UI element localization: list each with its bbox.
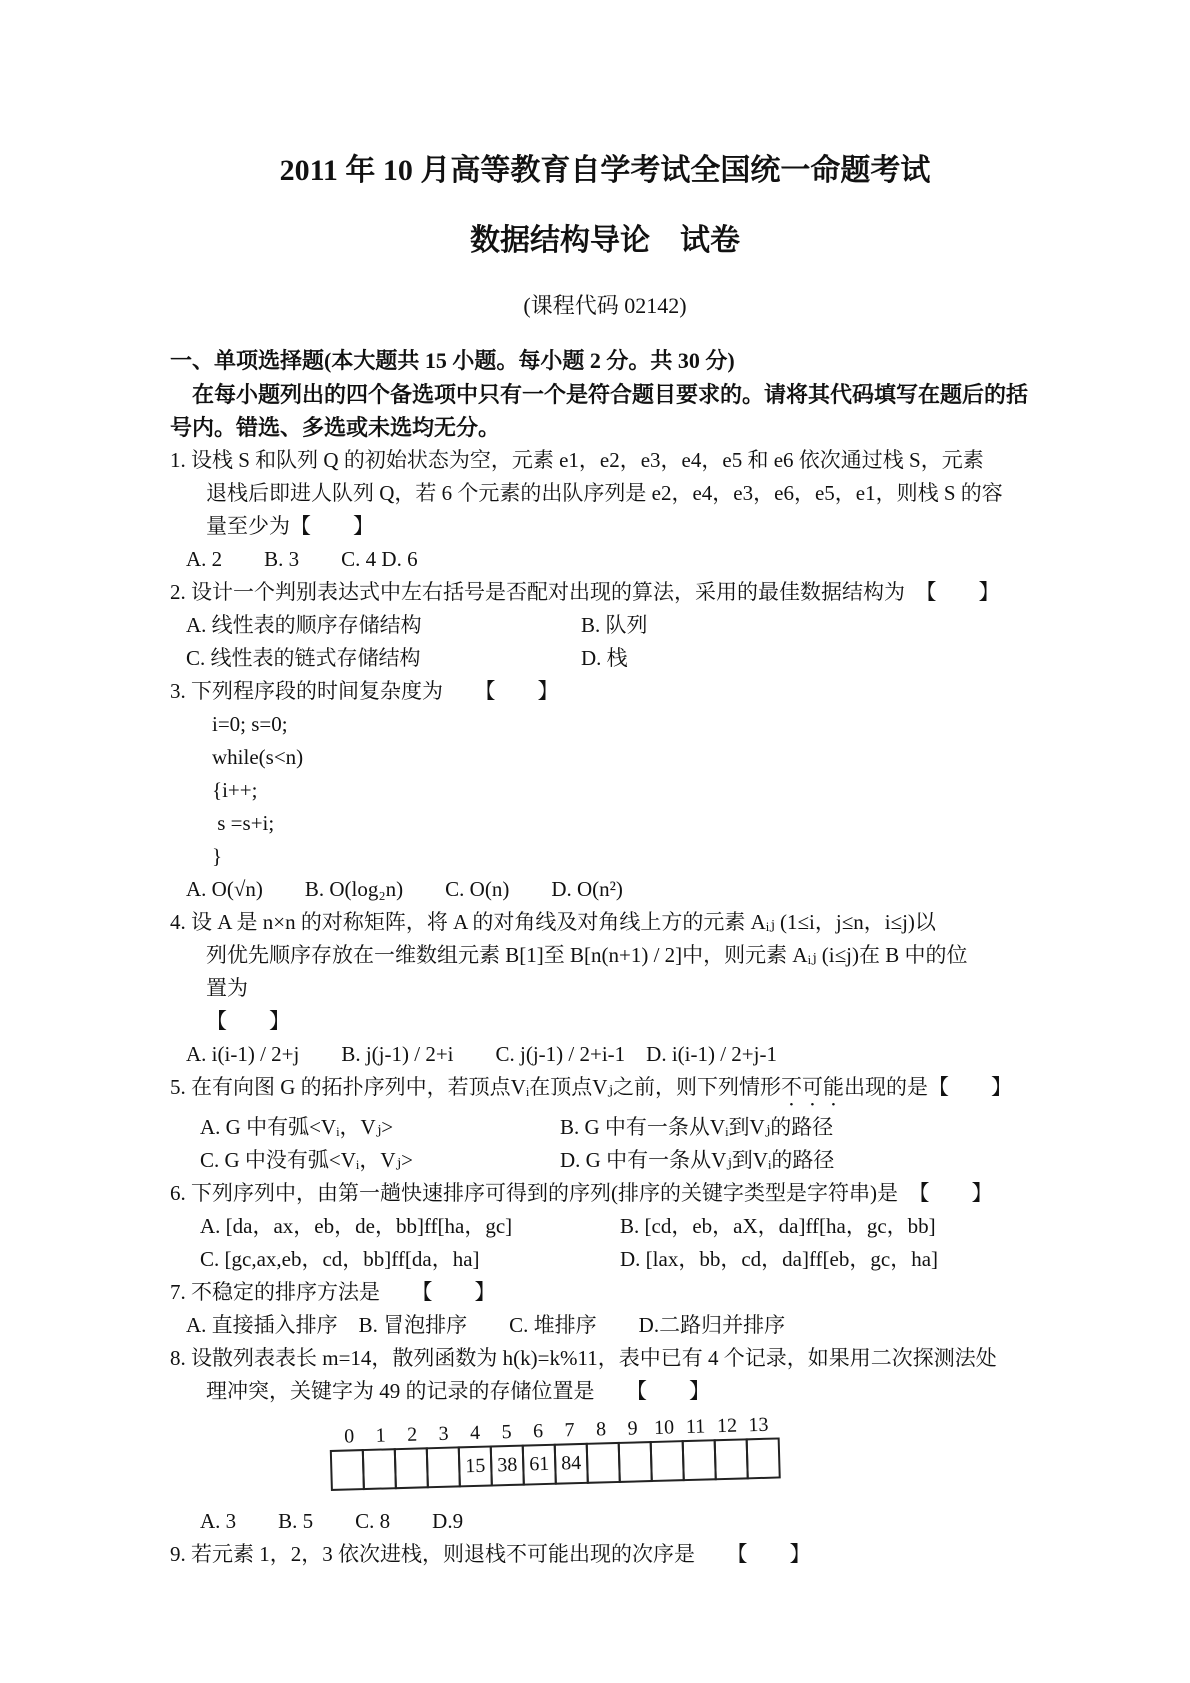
question-5-stem-pre: 5. 在有向图 G 的拓扑序列中，若顶点Vᵢ在顶点Vⱼ之前，则下列情形 bbox=[170, 1075, 781, 1099]
question-5-options-row-2 bbox=[170, 1144, 1040, 1177]
question-4-answer-brackets: 【 】 bbox=[206, 1009, 290, 1033]
hash-table-cell bbox=[746, 1437, 781, 1479]
question-6-options-row-1 bbox=[170, 1210, 1040, 1243]
question-4-options: A. i(i-1) / 2+j B. j(j-1) / 2+i C. j(j-1) / 2+i-1 D. i(i-1) / 2+j-1 bbox=[186, 1042, 777, 1066]
hash-index-label: 11 bbox=[685, 1415, 706, 1439]
question-1-stem-line-2: 退栈后即进人队列 Q，若 6 个元素的出队序列是 e2，e4，e3，e6，e5，e1，则栈 S 的容 bbox=[206, 481, 1003, 505]
question-5-option-c: C. G 中没有弧<Vᵢ，Vⱼ> bbox=[200, 1148, 413, 1172]
hash-index-label: 10 bbox=[653, 1416, 675, 1439]
question-6-option-b: B. [cd，eb，aX，da]ff[ha，gc，bb] bbox=[620, 1214, 936, 1238]
question-3-code-line-5: } bbox=[212, 844, 223, 868]
exam-title: 2011 年 10 月高等教育自学考试全国统一命题考试 bbox=[279, 154, 931, 187]
exam-subject-title: 数据结构导论 试卷 bbox=[470, 224, 740, 257]
hash-table-cell bbox=[682, 1439, 717, 1481]
hash-table-figure bbox=[329, 1411, 781, 1491]
question-4-stem-line-1: 4. 设 A 是 n×n 的对称矩阵，将 A 的对角线及对角线上方的元素 Aᵢⱼ (1≤i，j≤n，i≤j)以 bbox=[170, 910, 936, 934]
question-1-stem-line-1: 1. 设栈 S 和队列 Q 的初始状态为空，元素 e1，e2，e3，e4，e5 和 e6 依次通过栈 S，元素 bbox=[170, 448, 984, 472]
question-7-stem: 7. 不稳定的排序方法是 【 】 bbox=[170, 1280, 496, 1304]
question-2-options-row-1 bbox=[170, 609, 1040, 642]
question-6-options-row-2 bbox=[170, 1243, 1040, 1276]
question-4-stem-line-3: 置为 bbox=[206, 976, 248, 1000]
question-6-option-a: A. [da，ax，eb，de，bb]ff[ha，gc] bbox=[200, 1214, 513, 1238]
question-6-stem: 6. 下列序列中，由第一趟快速排序可得到的序列(排序的关键字类型是字符串)是 【 】 bbox=[170, 1181, 993, 1205]
hash-index-label: 8 bbox=[595, 1418, 607, 1441]
hash-index-label: 13 bbox=[748, 1413, 769, 1437]
question-5-stem bbox=[170, 1071, 1040, 1111]
hash-index-label: 0 bbox=[343, 1425, 355, 1448]
question-2-option-a: A. 线性表的顺序存储结构 bbox=[186, 613, 422, 637]
question-4-stem-line-2: 列优先顺序存放在一维数组元素 B[1]至 B[n(n+1) / 2]中，则元素 Aᵢⱼ (i≤j)在 B 中的位 bbox=[206, 943, 968, 967]
question-7-options: A. 直接插入排序 B. 冒泡排序 C. 堆排序 D.二路归并排序 bbox=[186, 1313, 786, 1337]
question-3-code-line-1: i=0; s=0; bbox=[212, 712, 288, 736]
section-one-heading: 一、单项选择题(本大题共 15 小题。每小题 2 分。共 30 分) bbox=[170, 348, 735, 373]
question-2-option-d: D. 栈 bbox=[581, 646, 628, 670]
question-6-option-c: C. [gc,ax,eb，cd，bb]ff[da，ha] bbox=[200, 1247, 480, 1271]
question-8-options: A. 3 B. 5 C. 8 D.9 bbox=[200, 1509, 464, 1533]
hash-index-label: 12 bbox=[716, 1414, 738, 1438]
hash-table-cell: 84 bbox=[554, 1443, 589, 1485]
question-5-option-b: B. G 中有一条从Vᵢ到Vⱼ的路径 bbox=[560, 1115, 834, 1139]
hash-index-label: 2 bbox=[406, 1423, 418, 1446]
question-2-stem: 2. 设计一个判别表达式中左右括号是否配对出现的算法，采用的最佳数据结构为 【 】 bbox=[170, 580, 1000, 604]
hash-table-cell bbox=[362, 1448, 397, 1490]
hash-index-label: 9 bbox=[627, 1417, 638, 1440]
question-3-code-line-3: {i++; bbox=[212, 778, 258, 802]
question-6-option-d: D. [lax，bb，cd，da]ff[eb，gc，ha] bbox=[620, 1247, 939, 1271]
hash-table-cell bbox=[714, 1438, 749, 1480]
section-one-instructions-line-1: 在每小题列出的四个备选项中只有一个是符合题目要求的。请将其代码填写在题后的括 bbox=[192, 382, 1029, 407]
question-3-options: A. O(√n) B. O(log₂n) C. O(n) D. O(n²) bbox=[186, 877, 623, 901]
hash-table-cell bbox=[618, 1441, 653, 1483]
question-5-stem-emphasis: 不可能 bbox=[780, 1075, 844, 1099]
question-9-stem: 9. 若元素 1，2，3 依次进栈，则退栈不可能出现的次序是 【 】 bbox=[170, 1542, 811, 1566]
question-1-options: A. 2 B. 3 C. 4 D. 6 bbox=[186, 547, 418, 571]
course-code: (课程代码 02142) bbox=[523, 293, 687, 318]
question-3-stem: 3. 下列程序段的时间复杂度为 【 】 bbox=[170, 679, 559, 703]
hash-index-label: 4 bbox=[469, 1421, 481, 1445]
question-2-option-b: B. 队列 bbox=[581, 613, 648, 637]
hash-table-cell: 38 bbox=[490, 1445, 525, 1487]
hash-table-cell bbox=[330, 1449, 365, 1491]
question-3-code-line-2: while(s<n) bbox=[212, 745, 304, 769]
question-5-stem-post: 出现的是【 】 bbox=[843, 1075, 1012, 1099]
hash-table-cell bbox=[650, 1440, 685, 1482]
hash-index-label: 6 bbox=[532, 1420, 544, 1443]
hash-table-cell: 15 bbox=[458, 1445, 493, 1487]
hash-table-cell bbox=[394, 1447, 429, 1489]
hash-index-label: 1 bbox=[375, 1424, 386, 1447]
hash-index-label: 5 bbox=[501, 1420, 512, 1444]
question-5-option-d: D. G 中有一条从Vⱼ到Vᵢ的路径 bbox=[560, 1148, 835, 1172]
question-8-stem-line-2: 理冲突，关键字为 49 的记录的存储位置是 【 】 bbox=[206, 1379, 710, 1403]
section-one-instructions-line-2: 号内。错选、多选或未选均无分。 bbox=[170, 415, 501, 440]
question-2-option-c: C. 线性表的链式存储结构 bbox=[186, 646, 421, 670]
hash-index-label: 3 bbox=[438, 1422, 449, 1445]
question-5-option-a: A. G 中有弧<Vᵢ，Vⱼ> bbox=[200, 1115, 394, 1139]
question-8-stem-line-1: 8. 设散列表表长 m=14，散列函数为 h(k)=k%11，表中已有 4 个记录，如果用二次探测法处 bbox=[170, 1346, 997, 1370]
hash-table-cell: 61 bbox=[522, 1444, 557, 1486]
hash-table-cell bbox=[586, 1442, 621, 1484]
question-1-stem-line-3: 量至少为【 】 bbox=[206, 514, 374, 538]
question-5-options-row-1 bbox=[170, 1111, 1040, 1144]
hash-index-label: 7 bbox=[564, 1419, 575, 1442]
question-3-code-line-4: s =s+i; bbox=[212, 811, 275, 835]
question-2-options-row-2 bbox=[170, 642, 1040, 675]
hash-table-cell bbox=[426, 1446, 461, 1488]
